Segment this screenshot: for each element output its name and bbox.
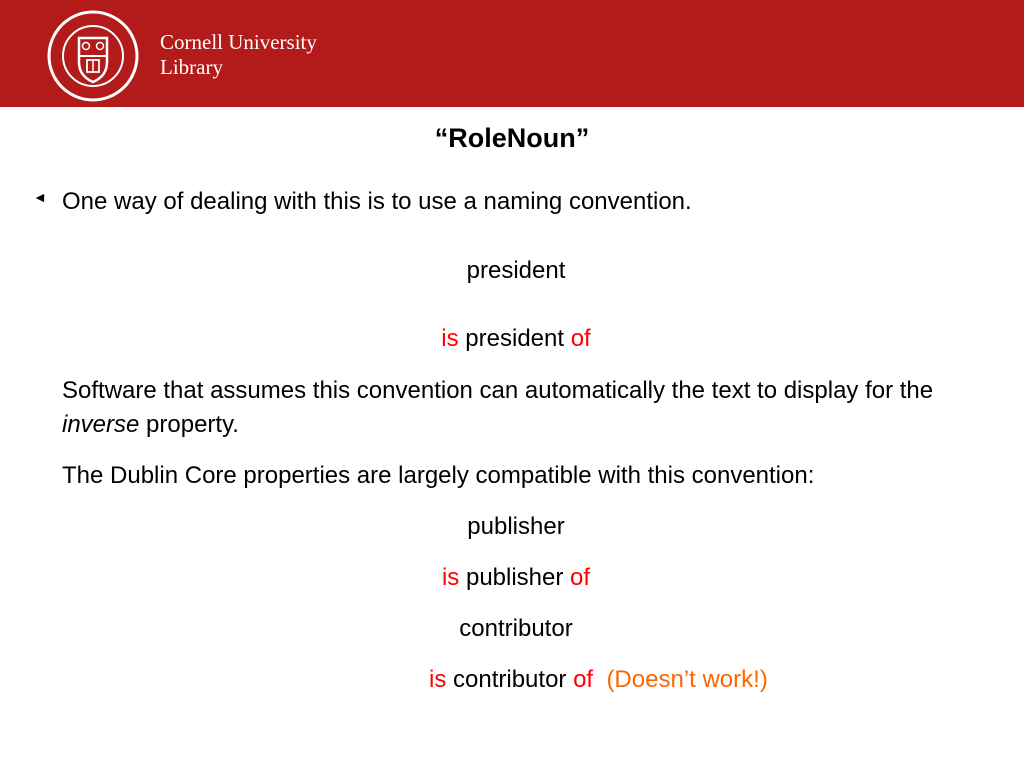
example3-noun: contributor <box>459 615 573 642</box>
example2-role <box>0 562 1024 594</box>
example1-role-word: president <box>458 325 571 352</box>
example2-is: is <box>441 564 460 591</box>
example3-role-word: contributor <box>446 666 574 693</box>
cornell-seal-logo <box>47 10 139 102</box>
paragraph-software-text-a: Software that assumes this convention can automatically the text to display for the <box>62 377 934 404</box>
logo-text <box>160 30 317 80</box>
paragraph-dublin-core: The Dublin Core properties are largely compatible with this convention: <box>62 462 815 489</box>
example2-of: of <box>570 564 591 591</box>
example1-is: is <box>441 325 459 352</box>
example3-note: (Doesn’t work!) <box>606 666 768 693</box>
example2-noun: publisher <box>467 513 565 540</box>
slide-title: “RoleNoun” <box>434 123 590 153</box>
logo-line-2: Library <box>160 55 223 79</box>
example1-role <box>0 323 1024 355</box>
bullet-icon: ◄ <box>33 189 47 205</box>
example1-of: of <box>570 325 591 352</box>
paragraph-software <box>62 374 982 442</box>
example3-role <box>429 664 768 696</box>
header-banner <box>0 0 1024 107</box>
example3-is: is <box>429 666 447 693</box>
bullet-text: One way of dealing with this is to use a naming convention. <box>62 188 692 215</box>
example1-noun: president <box>466 257 566 284</box>
paragraph-software-text-b: property. <box>139 411 239 438</box>
logo-line-1: Cornell University <box>160 30 317 54</box>
paragraph-software-emphasis: inverse <box>62 411 140 438</box>
example2-role-word: publisher <box>459 564 571 591</box>
example3-of: of <box>573 666 594 693</box>
